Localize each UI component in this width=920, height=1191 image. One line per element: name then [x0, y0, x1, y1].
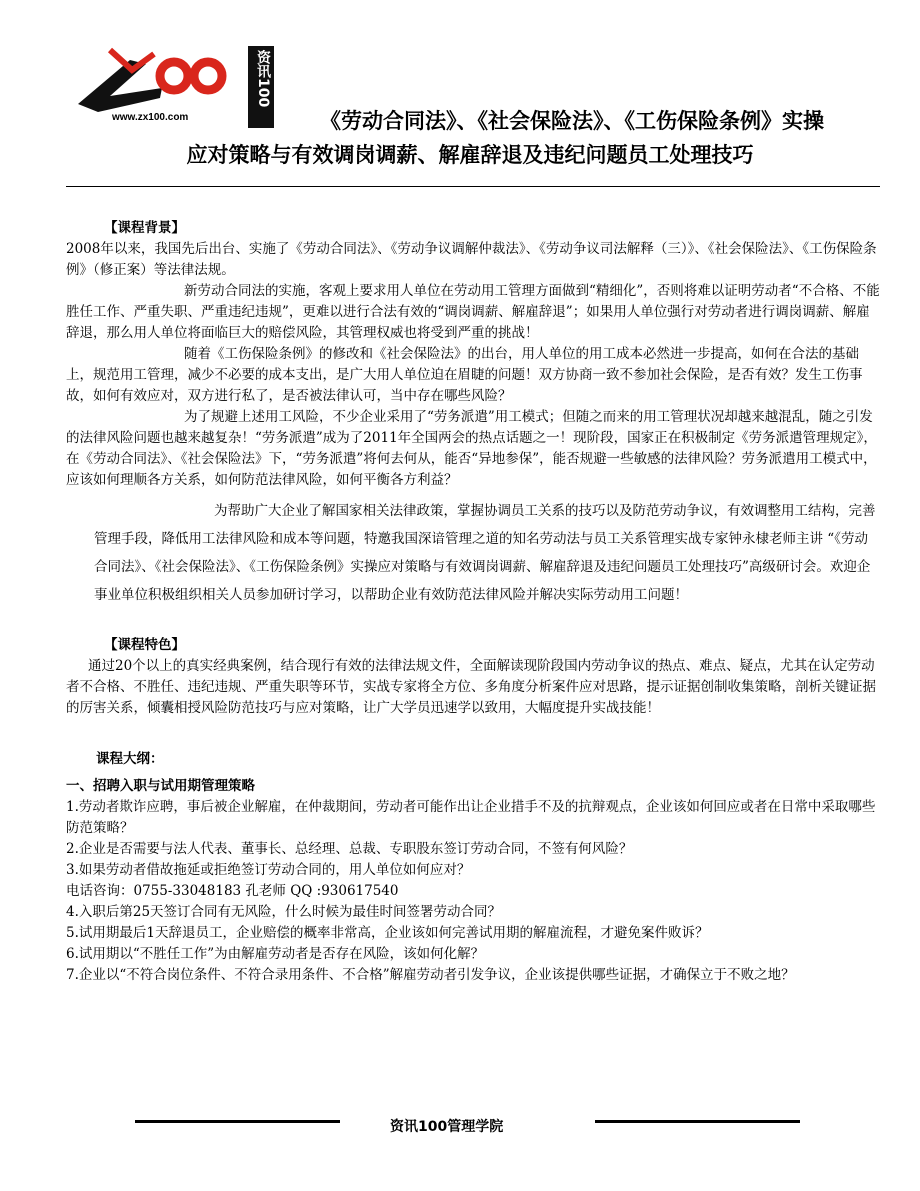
outline-heading: 课程大纲： [96, 751, 164, 767]
document-body [66, 218, 880, 986]
outline-item: 1.劳动者欺诈应聘，事后被企业解雇，在仲裁期间，劳动者可能作出让企业措手不及的抗辩观点，企业该如何回应或者在日常中采取哪些防范策略？ [66, 799, 876, 836]
outline-item: 4.入职后第25天签订合同有无风险，什么时候为最佳时间签署劳动合同？ [66, 904, 502, 920]
title-divider [66, 186, 880, 187]
features-heading: 【课程特色】 [104, 637, 185, 653]
footer-line-left [135, 1120, 340, 1123]
outline-item: 3.如果劳动者借故拖延或拒绝签订劳动合同的，用人单位如何应对？ [66, 862, 471, 878]
outline-item: 2.企业是否需要与法人代表、董事长、总经理、总裁、专职股东签订劳动合同，不签有何风险？ [66, 841, 633, 857]
footer-text: 资讯100管理学院 [390, 1119, 504, 1135]
logo-domain: www.zx100.com [112, 112, 189, 123]
features-paragraph: 通过20个以上的真实经典案例，结合现行有效的法律法规文件，全面解读现阶段国内劳动争议的热点、难点、疑点，尤其在认定劳动者不合格、不胜任、违纪违规、严重失职等环节，实战专家将全方位、多角度分析案件应对思路，提示证据创制收集策略，剖析关键证据的厉害关系，倾囊相授风险防范技巧与应对策略，让广大学员迅速学以致用，大幅度提升实战技能！ [66, 658, 876, 716]
background-paragraph-1: 2008年以来，我国先后出台、实施了《劳动合同法》、《劳动争议调解仲裁法》、《劳动争议司法解释（三）》、《社会保险法》、《工伤保险条例》（修正案）等法律法规。 [66, 241, 877, 278]
document-title [60, 104, 880, 172]
page-footer [0, 1110, 920, 1140]
footer-line-right [595, 1120, 800, 1123]
outline-item: 6.试用期以“不胜任工作”为由解雇劳动者是否存在风险，该如何化解？ [66, 946, 485, 962]
background-paragraph-2: 新劳动合同法的实施，客观上要求用人单位在劳动用工管理方面做到“精细化”，否则将难以证明劳动者“不合格、不能胜任工作、严重失职、严重违纪违规”，更难以进行合法有效的“调岗调薪、解雇辞退”；如果用人单位强行对劳动者进行调岗调薪、解雇辞退，那么用人单位将面临巨大的赔偿风险，其管理权威也将受到严重的挑战！ [66, 283, 880, 341]
outline-item: 7.企业以“不符合岗位条件、不符合录用条件、不合格”解雇劳动者引发争议，企业该提供哪些证据，才确保立于不败之地？ [66, 967, 795, 983]
title-line-1: 《劳动合同法》、《社会保险法》、《工伤保险条例》实操 [320, 109, 824, 133]
outline-section-1: 一、招聘入职与试用期管理策略 [66, 778, 255, 794]
background-paragraph-5: 为帮助广大企业了解国家相关法律政策，掌握协调员工关系的技巧以及防范劳动争议，有效调整用工结构，完善管理手段，降低用工法律风险和成本等问题，特邀我国深谙管理之道的知名劳动法与员工关系管理实战专家钟永棣老师主讲 “《劳动合同法》、《社会保险法》、《工伤保险条例》实操应对策略与有效调岗调薪、解雇辞退及违纪问题员工处理技巧”高级研讨会。欢迎企事业单位积极组织相关人员参加研讨学习，以帮助企业有效防范法律风险并解决实际劳动用工问题！ [94, 503, 876, 603]
title-line-2: 应对策略与有效调岗调薪、解雇辞退及违纪问题员工处理技巧 [186, 143, 754, 167]
outline-item: 5.试用期最后1天辞退员工，企业赔偿的概率非常高，企业该如何完善试用期的解雇流程，才避免案件败诉？ [66, 925, 709, 941]
background-paragraph-4: 为了规避上述用工风险，不少企业采用了“劳务派遣”用工模式；但随之而来的用工管理状况却越来越混乱，随之引发的法律风险问题也越来越复杂！“劳务派遣”成为了2011年全国两会的热点话题之一！现阶段，国家正在积极制定《劳务派遣管理规定》，在《劳动合同法》、《社会保险法》下，“劳务派遣”将何去何从，能否“异地参保”，能否规避一些敏感的法律风险？劳务派遣用工模式中，应该如何理顺各方关系，如何防范法律风险，如何平衡各方利益？ [66, 409, 877, 488]
logo-brand-vertical: 资讯100 [255, 50, 271, 108]
background-heading: 【课程背景】 [104, 220, 185, 236]
background-paragraph-3: 随着《工伤保险条例》的修改和《社会保险法》的出台，用人单位的用工成本必然进一步提高，如何在合法的基础上，规范用工管理，减少不必要的成本支出，是广大用人单位迫在眉睫的问题！双方协商一致不参加社会保险，是否有效？发生工伤事故，如何有效应对，双方进行私了，是否被法律认可，当中存在哪些风险？ [66, 346, 863, 404]
contact-line: 电话咨询：0755-33048183 孔老师 QQ :930617540 [66, 883, 399, 899]
